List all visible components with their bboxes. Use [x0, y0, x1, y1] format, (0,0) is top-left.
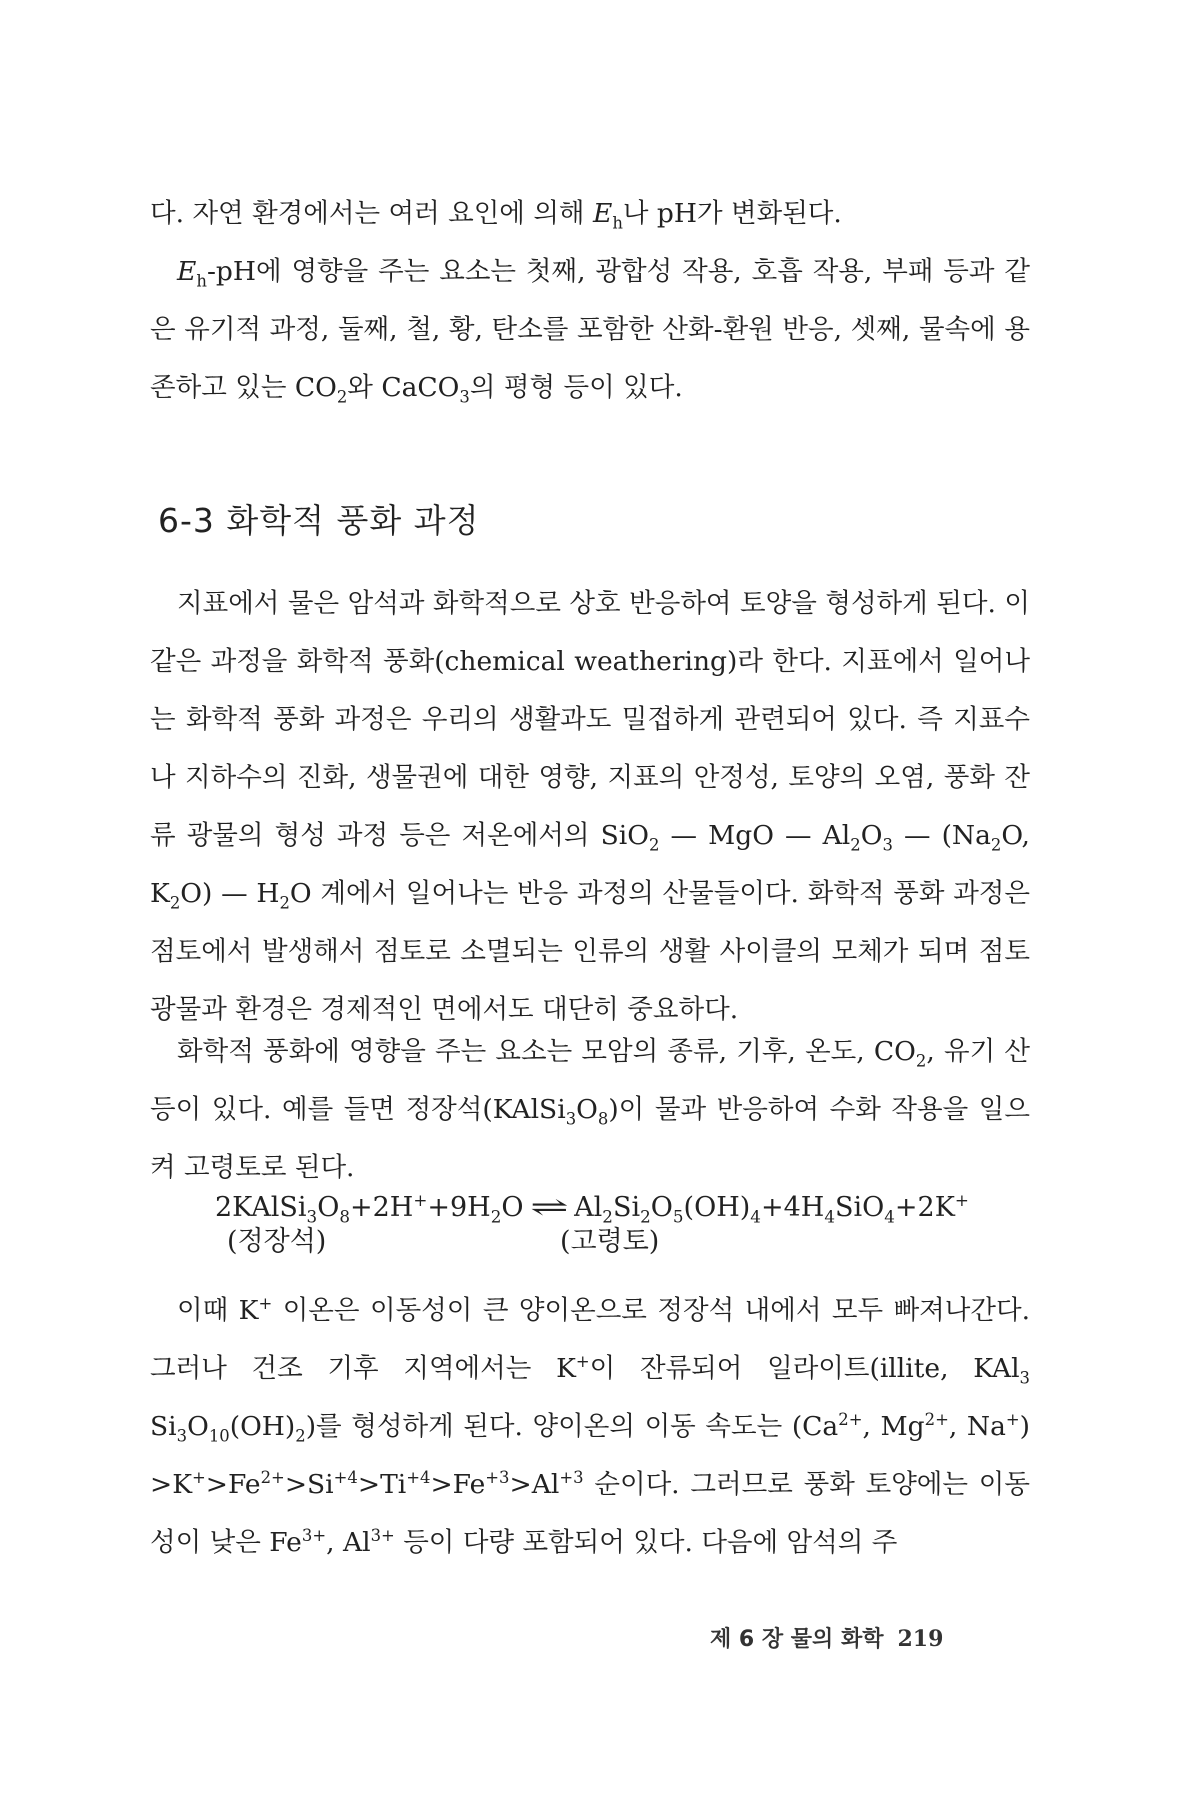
text-run: , 유기 산 등이 있다. 예를 들면 정장석(KAlSi: [150, 1036, 1030, 1125]
subscript: 2: [336, 387, 348, 407]
book-page: [150, 0, 1030, 1800]
superscript: +4: [333, 1468, 358, 1488]
subscript: 4: [750, 1206, 761, 1227]
text-run: , Mg: [862, 1411, 925, 1442]
text-run: 이 잔류되어 일라이트(illite, KAl: [589, 1353, 1020, 1384]
subscript: 3: [1019, 1368, 1030, 1388]
equation-term: O: [650, 1192, 673, 1223]
equation-term: O: [317, 1192, 340, 1223]
subscript: 8: [339, 1206, 350, 1227]
equation-term: Al: [574, 1192, 603, 1223]
text-run: )이 물과 반응하여 수화 작용을 일으켜 고령토로 된다.: [150, 1094, 1031, 1183]
paragraph-weathering-factors-text: [150, 1023, 1030, 1197]
text-run: Si: [150, 1411, 177, 1442]
subscript: 3: [565, 1109, 577, 1129]
text-run: (OH): [229, 1411, 296, 1442]
text-run: , Na: [948, 1411, 1006, 1442]
superscript: 3+: [370, 1526, 395, 1546]
subscript: 2: [169, 893, 181, 913]
subscript: 4: [884, 1206, 895, 1227]
text-run: O) — H: [180, 878, 280, 909]
subscript: 2: [648, 835, 660, 855]
superscript: 2+: [260, 1468, 285, 1488]
superscript: +3: [559, 1468, 584, 1488]
text-run: >Fe: [205, 1469, 261, 1500]
subscript: 4: [824, 1206, 835, 1227]
subscript: 2: [850, 835, 861, 855]
text-run: , Al: [326, 1527, 371, 1558]
text-run: O 계에서 일어나는 반응 과정의 산물들이다. 화학적 풍화 과정은 점토에서 발생해서 점토로 소멸되는 인류의 생활 사이클의 모체가 되며 점토 광물과 환경은 경제적인 면에서도 대단히 중요하다.: [150, 878, 1030, 1025]
superscript: +: [413, 1190, 428, 1210]
label-kaolinite: (고령토): [560, 1226, 660, 1257]
text-run: O: [187, 1411, 209, 1442]
text-run: >Ti: [357, 1469, 407, 1500]
text-run: )를 형성하게 된다. 양이온의 이동 속도는 (Ca: [305, 1411, 839, 1442]
paragraph-eh-ph: [150, 185, 1030, 417]
superscript: +: [258, 1294, 273, 1314]
section-heading: 6-3 화학적 풍화 과정: [158, 501, 480, 540]
chemical-equation: [215, 1192, 1015, 1255]
eh-subscript: h: [612, 213, 623, 233]
subscript: 2: [490, 1206, 502, 1227]
equation-term: 2KAlSi: [215, 1192, 307, 1223]
text-run: O: [860, 820, 883, 851]
text-run: 이때 K: [177, 1295, 259, 1326]
subscript: 3: [882, 835, 893, 855]
subscript: 2: [640, 1206, 651, 1227]
paragraph-chemical-weathering-text: [150, 575, 1030, 1039]
equation-term: SiO: [834, 1192, 885, 1223]
subscript: 8: [597, 1109, 609, 1129]
chapter-title: 제 6 장 물의 화학: [710, 1627, 884, 1652]
subscript: 3: [176, 1426, 188, 1446]
paragraph-eh-ph-text: [150, 185, 1030, 243]
superscript: +: [192, 1468, 206, 1488]
text-run: 지표에서 물은 암석과 화학적으로 상호 반응하여 토양을 형성하게 된다. 이같은 과정을 화학적 풍화(chemical weathering)라 한다. 지표에서 일어나는 화학적 풍화 과정은 우리의 생활과도 밀접하게 관련되어 있다. 즉 지표수나 지하수의 진화, 생물권에 대한 영향, 지표의 안정성, 토양의 오염, 풍화 잔류 광물의 형성 과정 등은 저온에서의 SiO: [150, 588, 1030, 851]
eh-symbol: E: [592, 198, 613, 229]
page-number: 219: [897, 1626, 944, 1652]
page-footer: [710, 1622, 943, 1653]
text-run: 나 pH가 변화된다.: [622, 198, 842, 229]
subscript: 2: [602, 1206, 613, 1227]
equation-term: +2K: [894, 1192, 955, 1223]
equilibrium-arrow-icon: ⇌: [529, 1192, 569, 1223]
superscript: +4: [406, 1468, 431, 1488]
text-run: 순이다. 그러므로 풍화 토양에는 이동성이 낮은 Fe: [150, 1469, 1030, 1558]
text-run: -pH에 영향을 주는 요소는 첫째, 광합성 작용, 호흡 작용, 부패 등과 같은 유기적 과정, 둘째, 철, 황, 탄소를 포함한 산화-환원 반응, 셋째, 물속에 용존하고 있는 CO: [150, 256, 1030, 403]
subscript: 5: [672, 1206, 684, 1227]
text-run: — MgO — Al: [659, 820, 851, 851]
text-run: 화학적 풍화에 영향을 주는 요소는 모암의 종류, 기후, 온도, CO: [177, 1036, 916, 1067]
subscript: 10: [208, 1426, 230, 1446]
paragraph-chemical-weathering: [150, 575, 1030, 1039]
text-run: 와 CaCO: [347, 372, 460, 403]
superscript: 2+: [924, 1410, 949, 1430]
text-run: O: [576, 1094, 598, 1125]
superscript: +: [954, 1190, 969, 1210]
text-run: 의 평형 등이 있다.: [469, 372, 683, 403]
paragraph-cation-mobility-text: [150, 1282, 1030, 1572]
text-run: O, K: [150, 820, 1030, 909]
eh-symbol: E: [177, 256, 197, 287]
text-run: >Si: [284, 1469, 334, 1500]
paragraph-weathering-factors: [150, 1023, 1030, 1197]
superscript: +: [575, 1352, 590, 1372]
text-run: 이온은 이동성이 큰 양이온으로 정장석 내에서 모두 빠져나간다. 그러나 건조 기후 지역에서는 K: [150, 1295, 1030, 1384]
subscript: 2: [915, 1051, 927, 1071]
paragraph-cation-mobility: [150, 1282, 1030, 1572]
subscript: 3: [459, 387, 470, 407]
text-run: — (Na: [892, 820, 991, 851]
equation-term: +2H: [349, 1192, 414, 1223]
superscript: 3+: [301, 1526, 327, 1546]
subscript: 2: [279, 893, 290, 913]
eh-subscript: h: [196, 271, 207, 291]
equation-term: +4H: [760, 1192, 825, 1223]
text-run: >Al: [509, 1469, 560, 1500]
superscript: +: [1005, 1410, 1020, 1430]
label-orthoclase: (정장석): [227, 1226, 327, 1257]
subscript: 2: [295, 1426, 306, 1446]
subscript: 2: [990, 835, 1002, 855]
superscript: 2+: [838, 1410, 863, 1430]
equation-term: +9H: [427, 1192, 491, 1223]
text-run: >Fe: [430, 1469, 486, 1500]
superscript: +3: [485, 1468, 510, 1488]
equation-term: O: [501, 1192, 524, 1223]
equation-labels: [215, 1219, 1015, 1255]
equation-term: Si: [612, 1192, 641, 1223]
equation-term: (OH): [683, 1192, 751, 1223]
text-run: 등이 다량 포함되어 있다. 다음에 암석의 주: [394, 1527, 898, 1558]
paragraph-eh-factors: [150, 243, 1030, 417]
subscript: 3: [306, 1206, 318, 1227]
text-run: 다. 자연 환경에서는 여러 요인에 의해: [150, 198, 593, 229]
text-run: ) >K: [150, 1411, 1030, 1500]
